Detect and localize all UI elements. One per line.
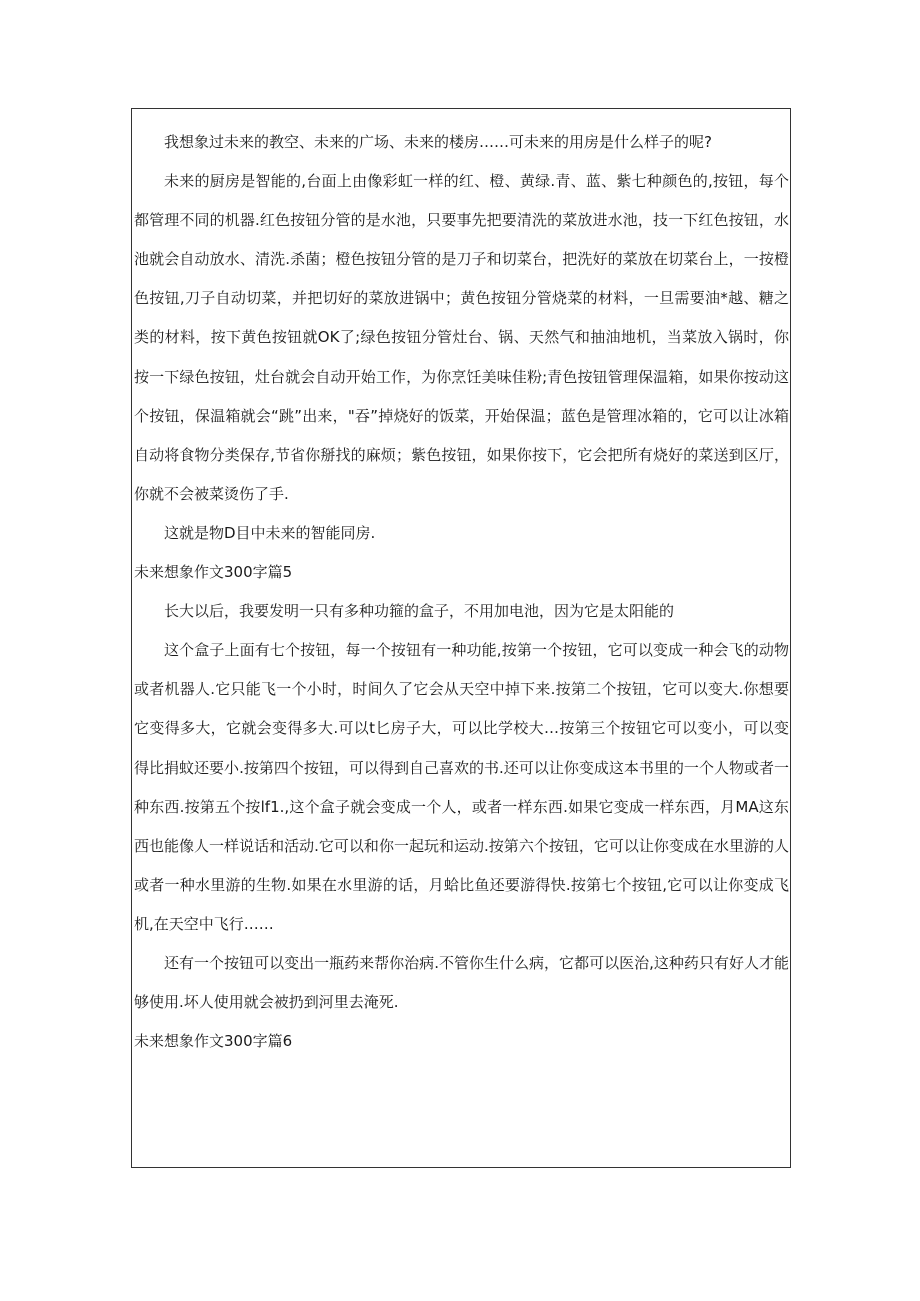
- paragraph-box-buttons: 这个盒子上面有七个按钮，每一个按钮有一种功能,按第一个按钮，它可以变成一种会飞的动物或者机器人.它只能飞一个小时，时间久了它会从天空中掉下来.按第二个按钮，它可以变大.你想要它变得多大，它就会变得多大.可以t匕房子大，可以比学校大…按第三个按钮它可以变小，可以变得比捐蚊还要小.按第四个按钮，可以得到自己喜欢的书.还可以让你变成这本书里的一个人物或者一种东西.按第五个按lf1.,这个盒子就会变成一个人，或者一样东西.如果它变成一样东西，月MA这东西也能像人一样说话和活动.它可以和你一起玩和运动.按第六个按钮，它可以让你变成在水里游的人或者一种水里游的生物.如果在水里游的话，月蛤比鱼还要游得快.按第七个按钮,它可以让你变成飞机,在天空中飞行……: [134, 641, 789, 933]
- paragraph-medicine: 还有一个按钮可以变出一瓶药来帮你治病.不管你生什么病，它都可以医治,这种药只有好人才能够使用.坏人使用就会被扔到河里去淹死.: [134, 953, 789, 1012]
- paragraph-box-intro: 长大以后，我要发明一只有多种功箍的盒子，不用加电池，因为它是太阳能的: [164, 602, 675, 621]
- paragraph-kitchen: 未来的厨房是智能的,台面上由像彩虹一样的红、橙、黄绿.青、蓝、紫七种颜色的,按钮，每个都管理不同的机器.红色按钮分管的是水池，只要事先把要清洗的菜放进水池，技一下红色按钮，水池就会自动放水、清洗.杀菌；橙色按钮分管的是刀子和切菜台，把洗好的菜放在切菜台上，一按橙色按钮,刀子自动切菜，并把切好的菜放进锅中；黄色按钮分管烧菜的材料，一旦需要油*越、糖之类的材料，按下黄色按钮就OK了;绿色按钮分管灶台、锅、天然气和抽油地机，当菜放入锅时，你按一下绿色按钮，灶台就会自动开始工作，为你烹饪美味佳粉;青色按钮管理保温箱，如果你按动这个按钮，保温箱就会“跳”出来，"吞”掉烧好的饭菜，开始保温；蓝色是管理冰箱的，它可以让冰箱自动将食物分类保存,节省你掰找的麻烦；紫色按钮，如果你按下，它会把所有烧好的菜送到区厅，你就不会被菜烫伤了手.: [134, 172, 789, 503]
- paragraph-conclusion: 这就是物D目中未来的智能同房.: [164, 523, 376, 542]
- document-frame: [131, 108, 791, 1168]
- section-heading-5: 未来想象作文300字篇5: [134, 563, 293, 582]
- document-body: [134, 123, 789, 1061]
- section-heading-6: 未来想象作文300字篇6: [134, 1032, 293, 1051]
- paragraph-intro: 我想象过未来的教空、未来的广场、未来的楼房……可未来的用房是什么样子的呢?: [164, 133, 712, 151]
